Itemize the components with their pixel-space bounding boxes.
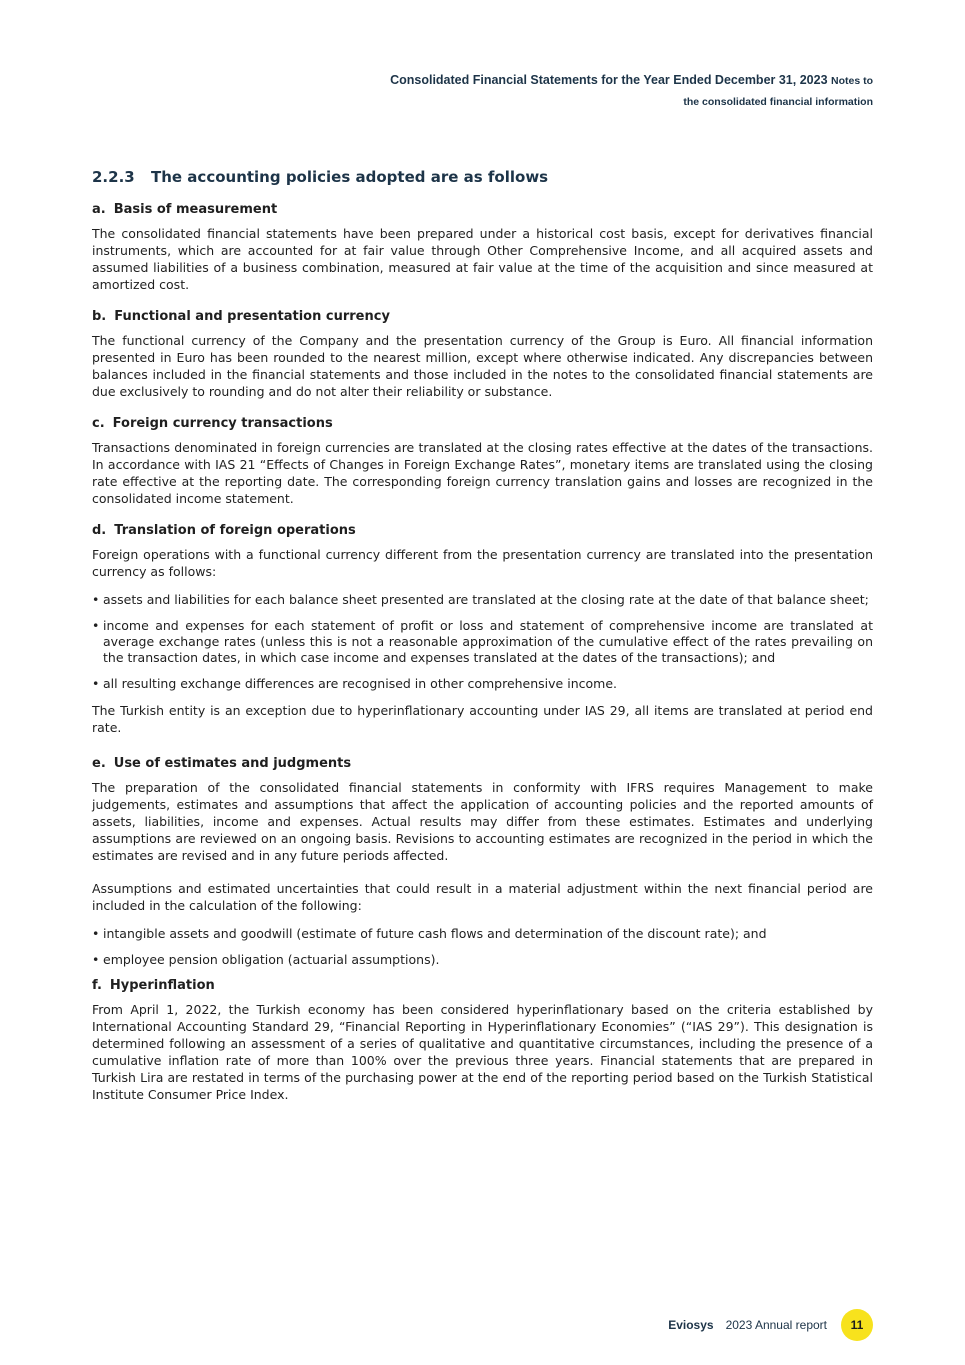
footer-brand: Eviosys [668,1318,714,1332]
section-title [92,168,873,186]
subsection-title: Use of estimates and judgments [113,756,352,771]
paragraph: From April 1, 2022, the Turkish economy has been considered hyperinflationary based on the criteria established by International Accounting Standard 29, “Financial Reporting in Hyperinflationary Economies” (“IAS 29”). This designation is determined following an assessment of a series of qualitative and quantitative circumstances, including the presence of a cumulative inflation rate of more than 100% over the previous three years. Financial statements that are prepared in Turkish Lira are restated in terms of the purchasing power at the end of the reporting period based on the Turkish Statistical Institute Consumer Price Index. [92,1002,873,1102]
paragraph: The consolidated financial statements have been prepared under a historical cost basis, except for derivatives financial instruments, which are accounted for at fair value through Other Comprehensive Income, and all acquired assets and assumed liabilities of a business combination, measured at fair value at the time of the acquisition and since measured at amortized cost. [92,226,873,292]
subsection-title: Translation of foreign operations [114,523,356,538]
subsection-heading-c [92,416,873,431]
subsection-heading-f [92,978,873,993]
section-number: 2.2.3 [92,168,135,186]
header-subtitle: the consolidated financial information [683,96,873,108]
page-header [390,71,873,111]
paragraph: The Turkish entity is an exception due to hyperinflationary accounting under IAS 29, all items are translated at period end rate. [92,703,873,735]
subsection-title: Basis of measurement [113,202,278,217]
footer-report-label: 2023 Annual report [725,1318,827,1332]
list-item: • assets and liabilities for each balance sheet presented are translated at the closing rate at the date of that balance sheet; [92,592,873,608]
subsection-heading-b [92,309,873,324]
list-item: • all resulting exchange differences are recognised in other comprehensive income. [92,676,873,692]
subsection-heading-e [92,756,873,771]
subsection-letter: f. [92,978,102,993]
page-number-badge: 11 [841,1309,873,1341]
subsection-title: Hyperinflation [109,978,215,993]
list-item: • employee pension obligation (actuarial assumptions). [92,952,873,968]
bullet-list [92,926,873,968]
paragraph: Assumptions and estimated uncertainties that could result in a material adjustment within the next financial period are included in the calculation of the following: [92,881,873,913]
main-content [92,168,873,1119]
subsection-letter: c. [92,416,105,431]
paragraph: Transactions denominated in foreign currencies are translated at the closing rates effective at the dates of the transactions. In accordance with IAS 21 “Effects of Changes in Foreign Exchange Rates”, monetary items are translated using the closing rate effective at the reporting date. The corresponding foreign currency translation gains and losses are recognized in the consolidated income statement. [92,440,873,506]
bullet-list [92,592,873,692]
section-title-text: The accounting policies adopted are as follows [151,168,549,186]
paragraph: Foreign operations with a functional currency different from the presentation currency are translated into the presentation currency as follows: [92,547,873,579]
header-notes-to: Notes to [831,75,873,87]
page-footer [668,1310,873,1340]
subsection-title: Foreign currency transactions [112,416,333,431]
subsection-heading-a [92,202,873,217]
paragraph: The preparation of the consolidated financial statements in conformity with IFRS requires Management to make judgements, estimates and assumptions that affect the application of accounting policies and the reported amounts of assets, liabilities, income and expenses. Actual results may differ from these estimates. Estimates and underlying assumptions are reviewed on an ongoing basis. Revisions to accounting estimates are recognized in the period in which the estimates are revised and in any future periods affected. [92,780,873,863]
subsection-title: Functional and presentation currency [114,309,390,324]
list-item: • income and expenses for each statement of profit or loss and statement of comprehensive income are translated at average exchange rates (unless this is not a reasonable approximation of the cumulative effect of the rates prevailing on the transaction dates, in which case income and expenses translated at the dates of the transactions); and [92,618,873,666]
list-item: • intangible assets and goodwill (estimate of future cash flows and determination of the discount rate); and [92,926,873,942]
subsection-letter: b. [92,309,107,324]
subsection-letter: a. [92,202,106,217]
paragraph: The functional currency of the Company and the presentation currency of the Group is Euro. All financial information presented in Euro has been rounded to the nearest million, except where otherwise indicated. Any discrepancies between balances included in the financial statements and those included in the notes to the consolidated financial statements are due exclusively to rounding and do not alter their reliability or substance. [92,333,873,399]
subsection-letter: e. [92,756,106,771]
subsection-heading-d [92,523,873,538]
header-title: Consolidated Financial Statements for the Year Ended December 31, 2023 [390,73,828,87]
header-title-line [390,71,873,90]
subsection-letter: d. [92,523,107,538]
